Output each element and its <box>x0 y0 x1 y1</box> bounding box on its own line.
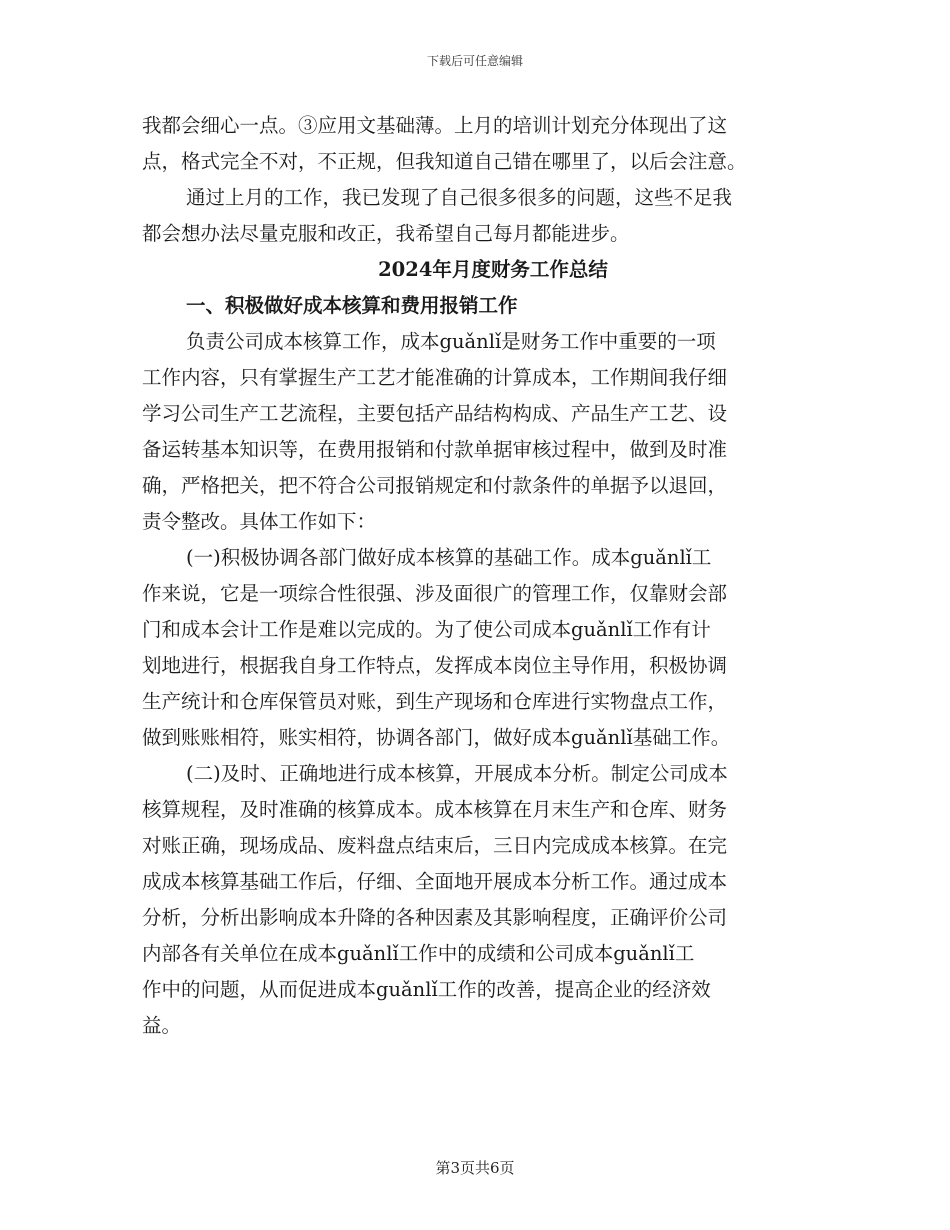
text-line: 工作内容，只有掌握生产工艺才能准确的计算成本，工作期间我仔细 <box>142 366 728 389</box>
text-line: 生产统计和仓库保管员对账，到生产现场和仓库进行实物盘点工作， <box>142 690 728 713</box>
text-line: 都会想办法尽量克服和改正，我希望自己每月都能进步。 <box>142 222 630 245</box>
text-line: 我都会细心一点。③应用文基础薄。上月的培训计划充分体现出了这 <box>142 114 728 137</box>
paragraph-start-line: 通过上月的工作，我已发现了自己很多很多的问题，这些不足我 <box>186 186 733 209</box>
text-line: 对账正确，现场成品、废料盘点结束后，三日内完成成本核算。在完 <box>142 834 728 857</box>
text-line: 成成本核算基础工作后，仔细、全面地开展成本分析工作。通过成本 <box>142 870 728 893</box>
text-line: 益。 <box>142 1014 182 1037</box>
section-heading: 一、积极做好成本核算和费用报销工作 <box>186 294 518 317</box>
text-line: 分析，分析出影响成本升降的各种因素及其影响程度，正确评价公司 <box>142 906 728 929</box>
text-line: 内部各有关单位在成本guǎnlǐ工作中的成绩和公司成本guǎnlǐ工 <box>142 942 695 965</box>
document-body <box>142 108 814 1044</box>
text-line: 作来说，它是一项综合性很强、涉及面很广的管理工作，仅靠财会部 <box>142 582 728 605</box>
text-line: 备运转基本知识等，在费用报销和付款单据审核过程中，做到及时准 <box>142 438 728 461</box>
text-line: 点，格式完全不对，不正规，但我知道自己错在哪里了，以后会注意。 <box>142 150 747 173</box>
text-line: 门和成本会计工作是难以完成的。为了使公司成本guǎnlǐ工作有计 <box>142 618 711 641</box>
paragraph-start-line: (二)及时、正确地进行成本核算，开展成本分析。制定公司成本 <box>186 762 728 785</box>
paragraph-start-line: 负责公司成本核算工作，成本guǎnlǐ是财务工作中重要的一项 <box>186 330 716 353</box>
paragraph-start-line: (一)积极协调各部门做好成本核算的基础工作。成本guǎnlǐ工 <box>186 546 712 569</box>
page-header: 下载后可任意编辑 <box>426 54 523 68</box>
page-number: 第3页共6页 <box>435 1159 515 1177</box>
text-line: 责令整改。具体工作如下： <box>142 510 377 533</box>
text-line: 核算规程，及时准确的核算成本。成本核算在月末生产和仓库、财务 <box>142 798 728 821</box>
text-line: 做到账账相符，账实相符，协调各部门，做好成本guǎnlǐ基础工作。 <box>142 726 731 749</box>
document-title: 2024年月度财务工作总结 <box>378 258 608 281</box>
text-line: 划地进行，根据我自身工作特点，发挥成本岗位主导作用，积极协调 <box>142 654 728 677</box>
text-line: 作中的问题，从而促进成本guǎnlǐ工作的改善，提高企业的经济效 <box>142 978 711 1001</box>
text-line: 学习公司生产工艺流程，主要包括产品结构构成、产品生产工艺、设 <box>142 402 728 425</box>
text-line: 确，严格把关，把不符合公司报销规定和付款条件的单据予以退回， <box>142 474 728 497</box>
